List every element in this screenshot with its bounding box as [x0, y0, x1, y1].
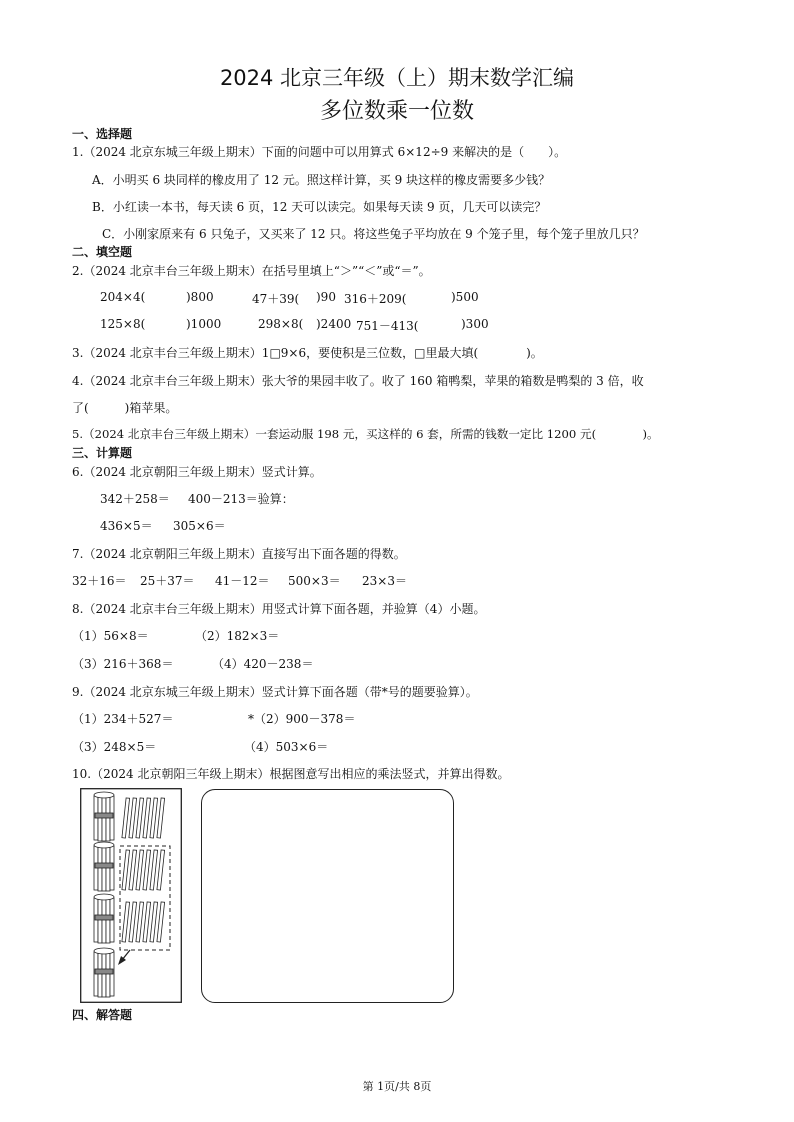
q9-item-4: （4）503×6＝ — [244, 740, 329, 754]
q6-stem: 6.（2024 北京朝阳三年级上期末）竖式计算。 — [72, 465, 322, 479]
q2-stem: 2.（2024 北京丰台三年级上期末）在括号里填上“＞”“＜”或“＝”。 — [72, 264, 431, 278]
q2-item-1-right: )800 — [186, 290, 214, 304]
q1-option-c: C．小刚家原来有 6 只兔子，又买来了 12 只。将这些兔子平均放在 9 个笼子里，每个笼子里放几只？ — [102, 227, 645, 241]
q9-item-1: （1）234＋527＝ — [72, 712, 174, 726]
q1-option-a: A．小明买 6 块同样的橡皮用了 12 元。照这样计算，买 9 块这样的橡皮需要多少钱？ — [92, 173, 551, 187]
section-heading-fill: 二、填空题 — [72, 245, 133, 259]
q6-item-3: 436×5＝ — [100, 519, 153, 533]
q2-item-4-left: 125×8( — [100, 317, 146, 331]
q6-item-2: 400－213＝验算： — [188, 492, 294, 506]
q9-item-3: （3）248×5＝ — [72, 740, 157, 754]
q2-item-6-left: 751－413( — [356, 319, 419, 333]
q2-item-5-right: )2400 — [316, 317, 352, 331]
page-title: 2024 北京三年级（上）期末数学汇编 — [219, 66, 575, 90]
q2-item-6-right: )300 — [461, 317, 489, 331]
q7-item-5: 23×3＝ — [362, 574, 407, 588]
q7-item-3: 41－12＝ — [215, 574, 270, 588]
q6-item-1: 342＋258＝ — [100, 492, 170, 506]
q6-item-4: 305×6＝ — [173, 519, 226, 533]
q2-item-3-right: )500 — [451, 290, 479, 304]
q2-item-2-left: 47＋39( — [252, 292, 300, 306]
q1-stem: 1.（2024 北京东城三年级上期末）下面的问题中可以用算式 6×12÷9 来解决的是（ ）。 — [72, 145, 567, 159]
q10-stem: 10.（2024 北京朝阳三年级上期末）根据图意写出相应的乘法竖式，并算出得数。 — [72, 767, 510, 781]
q8-item-2: （2）182×3＝ — [195, 629, 280, 643]
q8-item-4: （4）420－238＝ — [212, 657, 314, 671]
q4-line-1: 4.（2024 北京丰台三年级上期末）张大爷的果园丰收了。收了 160 箱鸭梨，苹果的箱数是鸭梨的 3 倍，收 — [72, 374, 644, 388]
q1-option-b: B．小红读一本书，每天读 6 页，12 天可以读完。如果每天读 9 页，几天可以读完？ — [92, 200, 547, 214]
sticks-illustration — [80, 788, 182, 1003]
q2-item-5-left: 298×8( — [258, 317, 304, 331]
q2-item-2-right: )90 — [316, 290, 336, 304]
q7-item-1: 32＋16＝ — [72, 574, 127, 588]
q8-stem: 8.（2024 北京丰台三年级上期末）用竖式计算下面各题，并验算（4）小题。 — [72, 602, 486, 616]
section-heading-choice: 一、选择题 — [72, 127, 133, 141]
q3-stem: 3.（2024 北京丰台三年级上期末）1□9×6，要使积是三位数，□里最大填( )。 — [72, 346, 543, 360]
q8-item-1: （1）56×8＝ — [72, 629, 149, 643]
q2-item-3-left: 316＋209( — [344, 292, 407, 306]
page-subtitle: 多位数乘一位数 — [319, 99, 474, 124]
q9-item-2: *（2）900－378＝ — [248, 712, 356, 726]
q2-item-1-left: 204×4( — [100, 290, 146, 304]
section-heading-solve: 四、解答题 — [72, 1008, 133, 1022]
q7-item-2: 25＋37＝ — [140, 574, 195, 588]
page-number: 第 1页/共 8页 — [362, 1080, 432, 1093]
q9-stem: 9.（2024 北京东城三年级上期末）竖式计算下面各题（带*号的题要验算）。 — [72, 685, 478, 699]
q7-stem: 7.（2024 北京朝阳三年级上期末）直接写出下面各题的得数。 — [72, 547, 406, 561]
answer-box[interactable] — [201, 789, 454, 1003]
section-heading-calc: 三、计算题 — [72, 446, 133, 460]
q5-stem: 5.（2024 北京丰台三年级上期末）一套运动服 198 元，买这样的 6 套，所需的钱数一定比 1200 元( )。 — [72, 427, 659, 441]
q8-item-3: （3）216＋368＝ — [72, 657, 174, 671]
q4-line-2: 了( )箱苹果。 — [72, 401, 178, 415]
q7-item-4: 500×3＝ — [288, 574, 341, 588]
q2-item-4-right: )1000 — [186, 317, 222, 331]
